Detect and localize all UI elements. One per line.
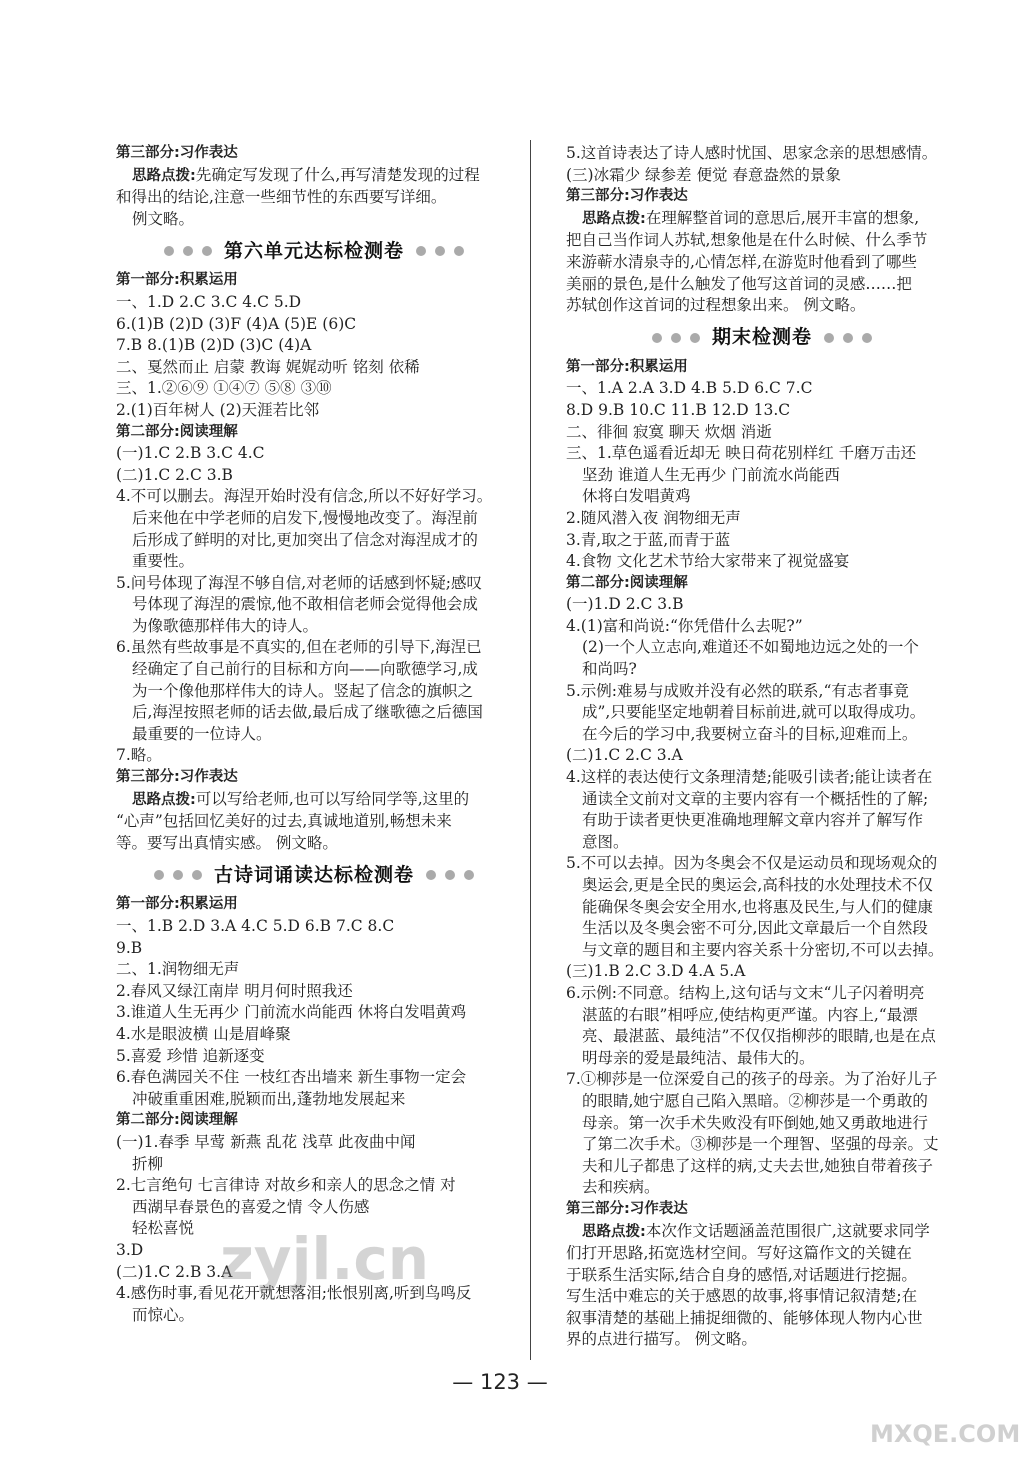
- answer-line: 经确定了自己前行的目标和方向——向歌德学习,成: [132, 660, 478, 679]
- answer-line: 来游蕲水清泉寺的,心情怎样,在游览时他看到了哪些: [566, 252, 917, 271]
- answer-line: 意图。: [582, 832, 629, 851]
- answer-line: 为一个像他那样伟大的诗人。竖起了信念的旗帜之: [132, 681, 474, 700]
- answer-line: 5.示例:难易与成败并没有必然的联系,“有志者事竟: [566, 681, 909, 700]
- answer-line: 把自己当作词人苏轼,想象他是在什么时候、什么季节: [566, 231, 928, 250]
- section-title: 古诗词诵读达标检测卷: [213, 863, 414, 886]
- answer-line: 最重要的一位诗人。: [132, 724, 272, 743]
- answer-line: 了第二次手术。③柳莎是一个理智、坚强的母亲。丈: [582, 1135, 939, 1154]
- watermark-corner: MXQE.COM: [870, 1420, 1020, 1448]
- answer-line: 折柳: [132, 1154, 164, 1173]
- answer-line: 和尚吗?: [582, 660, 637, 679]
- answer-line: 奥运会,更是全民的奥运会,高科技的水处理技术不仅: [582, 876, 933, 894]
- answer-line: [566, 208, 958, 231]
- heading-dots: [824, 333, 872, 343]
- answer-line: [566, 1221, 958, 1244]
- heading-dots: [164, 246, 212, 256]
- answer-line: 三、1.草色遥看近却无 映日荷花别样红 千磨万击还: [566, 444, 917, 463]
- section-part-heading: 第三部分:习作表达: [116, 769, 238, 786]
- answer-line: [116, 789, 512, 812]
- section-part-heading: 第一部分:积累运用: [566, 358, 688, 375]
- answer-line: “心声”包括回忆美好的过去,真诚地道别,畅想未来: [116, 812, 452, 831]
- answer-line: 4.不可以删去。海涅开始时没有信念,所以不好好学习。: [116, 487, 493, 506]
- tip-label: 思路点拨:: [582, 1223, 646, 1240]
- answer-line: 明母亲的爱是最纯洁、最伟大的。: [582, 1048, 815, 1067]
- answer-line: 等。要写出真情实感。 例文略。: [116, 833, 338, 852]
- answer-line: 写生活中难忘的关于感恩的故事,将事情记叙清楚;在: [566, 1287, 918, 1306]
- answer-line: [116, 165, 512, 188]
- answer-line: 和得出的结论,注意一些细节性的东西要写详细。: [116, 188, 447, 207]
- answer-line: 母亲。第一次手术失败没有吓倒她,她又勇敢地进行: [582, 1113, 928, 1132]
- answer-line: 的眼睛,她宁愿自己陷入黑暗。②柳莎是一个勇敢的: [582, 1091, 928, 1110]
- answer-line: 轻松喜悦: [132, 1219, 195, 1238]
- section-heading: [566, 321, 958, 355]
- answer-line: 一、1.D 2.C 3.C 4.C 5.D: [116, 292, 302, 311]
- answer-line: (2)一个人立志向,难道还不如蜀地边远之处的一个: [582, 638, 919, 657]
- answer-line: 二、1.润物细无声: [116, 960, 240, 979]
- answer-line: 8.D 9.B 10.C 11.B 12.D 13.C: [566, 400, 791, 419]
- section-part-heading: 第二部分:阅读理解: [566, 574, 688, 591]
- answer-line: 在今后的学习中,我要树立奋斗的目标,迎难而上。: [582, 724, 918, 743]
- answer-line: 为像歌德那样伟大的诗人。: [132, 616, 319, 635]
- answer-line: 而惊心。: [132, 1305, 195, 1324]
- tip-text: 本次作文话题涵盖范围很广,这就要求同学: [645, 1221, 930, 1240]
- tip-text: 可以写给老师,也可以写给同学等,这里的: [195, 789, 470, 808]
- answer-line: 后形成了鲜明的对比,更加突出了信念对海涅成才的: [132, 530, 478, 549]
- answer-line: 叙事清楚的基础上捕捉细微的、能够体现人物内心世: [566, 1308, 923, 1327]
- answer-line: 三、1.②⑥⑨ ①④⑦ ⑤⑧ ③⑩: [116, 379, 332, 398]
- answer-line: 例文略。: [132, 209, 195, 228]
- tip-label: 思路点拨:: [132, 167, 196, 184]
- answer-line: 苏轼创作这首词的过程想象出来。 例文略。: [566, 296, 866, 315]
- answer-line: 后,海涅按照老师的话去做,最后成了继歌德之后德国: [132, 703, 483, 722]
- answer-line: 二、戛然而止 启蒙 教诲 娓娓动听 铭刻 依稀: [116, 357, 420, 376]
- section-part-heading: 第三部分:习作表达: [566, 1200, 688, 1217]
- answer-line: 4.这样的表达使行文条理清楚;能吸引读者;能让读者在: [566, 768, 933, 787]
- heading-dots: [652, 333, 700, 343]
- answer-line: 坚劲 谁道人生无再少 门前流水尚能西: [582, 465, 840, 484]
- section-part-heading: 第一部分:积累运用: [116, 896, 238, 913]
- tip-label: 思路点拨:: [582, 210, 646, 227]
- answer-line: (三)冰霜少 绿参差 便觉 春意盎然的景象: [566, 165, 841, 184]
- answer-line: 4.水是眼波横 山是眉峰聚: [116, 1024, 291, 1043]
- section-title: 第六单元达标检测卷: [223, 239, 404, 262]
- answer-line: (一)1.D 2.C 3.B: [566, 595, 684, 614]
- answer-line: 7.B 8.(1)B (2)D (3)C (4)A: [116, 336, 312, 355]
- answer-line: 5.喜爱 珍惜 追新逐变: [116, 1046, 265, 1065]
- answer-line: 一、1.A 2.A 3.D 4.B 5.D 6.C 7.C: [566, 379, 813, 398]
- section-part-heading: 第二部分:阅读理解: [116, 1112, 238, 1129]
- answer-line: 西湖早春景色的喜爱之情 令人伤感: [132, 1197, 370, 1216]
- tip-text: 在理解整首词的意思后,展开丰富的想象,: [645, 208, 920, 227]
- answer-line: 二、徘徊 寂寞 聊天 炊烟 消逝: [566, 422, 772, 441]
- heading-dots: [154, 870, 202, 880]
- answer-line: 2.七言绝句 七言律诗 对故乡和亲人的思念之情 对: [116, 1176, 456, 1195]
- heading-dots: [416, 246, 464, 256]
- answer-line: 能确保冬奥会安全用水,也将惠及民生,与人们的健康: [582, 897, 933, 916]
- section-title: 期末检测卷: [711, 325, 812, 348]
- answer-line: 后来他在中学老师的启发下,慢慢地改变了。海涅前: [132, 508, 478, 527]
- answer-line: 夫和儿子都患了这样的病,丈夫去世,她独自带着孩子: [582, 1156, 933, 1175]
- answer-line: 6.春色满园关不住 一枝红杏出墙来 新生事物一定会: [116, 1068, 467, 1087]
- answer-line: (二)1.C 2.C 3.A: [566, 746, 683, 765]
- answer-line: 2.随风潜入夜 润物细无声: [566, 508, 741, 527]
- answer-line: 7.略。: [116, 746, 162, 765]
- answer-line: 一、1.B 2.D 3.A 4.C 5.D 6.B 7.C 8.C: [116, 917, 395, 935]
- answer-line: 6.(1)B (2)D (3)F (4)A (5)E (6)C: [116, 314, 357, 333]
- answer-line: 界的点进行描写。 例文略。: [566, 1330, 757, 1349]
- answer-line: 3.青,取之于蓝,而青于蓝: [566, 530, 731, 549]
- answer-line: 3.D: [116, 1240, 144, 1259]
- answer-line: 9.B: [116, 938, 143, 957]
- answer-line: 5.不可以去掉。因为冬奥会不仅是运动员和现场观众的: [566, 854, 938, 873]
- answer-line: 休将白发唱黄鸡: [582, 487, 691, 506]
- column-divider: [530, 140, 531, 1360]
- answer-line: 生活以及冬奥会密不可分,因此文章最后一个自然段: [582, 919, 928, 938]
- answer-line: 通读全文前对文章的主要内容有一个概括性的了解;: [582, 789, 929, 808]
- answer-line: 6.虽然有些故事是不真实的,但在老师的引导下,海涅已: [116, 638, 482, 657]
- answer-line: 3.谁道人生无再少 门前流水尚能西 休将白发唱黄鸡: [116, 1003, 467, 1022]
- answer-line: 5.问号体现了海涅不够自信,对老师的话感到怀疑;感叹: [116, 573, 482, 592]
- answer-line: 6.示例:不同意。结构上,这句话与文末“儿子闪着明亮: [566, 983, 925, 1002]
- tip-label: 思路点拨:: [132, 791, 196, 808]
- answer-line: (二)1.C 2.B 3.A: [116, 1262, 233, 1281]
- answer-line: 5.这首诗表达了诗人感时忧国、思家念亲的思想感情。: [566, 144, 938, 162]
- answer-line: 们打开思路,拓宽选材空间。写好这篇作文的关键在: [566, 1244, 912, 1263]
- answer-line: 4.感伤时事,看见花开就想落泪;怅恨别离,听到鸟鸣反: [116, 1284, 472, 1303]
- section-heading: [116, 858, 512, 892]
- left-column: [116, 143, 512, 1326]
- section-heading: [116, 234, 512, 268]
- right-column: [566, 143, 958, 1351]
- tip-text: 先确定写发现了什么,再写清楚发现的过程: [195, 165, 480, 184]
- section-part-heading: 第二部分:阅读理解: [116, 423, 238, 440]
- answer-line: (一)1.C 2.B 3.C 4.C: [116, 444, 265, 463]
- answer-line: 成”,只要能坚定地朝着目标前进,就可以取得成功。: [582, 703, 926, 722]
- answer-line: 于联系生活实际,结合自身的感悟,对话题进行挖掘。: [566, 1265, 917, 1284]
- watermark-text: zyjl.cn: [220, 1225, 430, 1293]
- answer-line: 亮、最湛蓝、最纯洁”不仅仅指柳莎的眼睛,也是在点: [582, 1027, 936, 1046]
- answer-line: 2.春风又绿江南岸 明月何时照我还: [116, 981, 353, 1000]
- answer-line: 湛蓝的右眼”相呼应,使结构更严谨。内容上,“最漂: [582, 1005, 918, 1024]
- page-number: — 123 —: [452, 1370, 548, 1394]
- answer-line: (三)1.B 2.C 3.D 4.A 5.A: [566, 962, 746, 981]
- answer-line: (二)1.C 2.C 3.B: [116, 465, 233, 484]
- heading-dots: [426, 870, 474, 880]
- answer-line: 号体现了海涅的震惊,他不敢相信老师会觉得他会成: [132, 595, 478, 614]
- section-part-heading: 第三部分:习作表达: [566, 188, 688, 205]
- section-part-heading: 第一部分:积累运用: [116, 272, 238, 289]
- answer-line: 有助于读者更快更准确地理解文章内容并了解写作: [582, 811, 924, 830]
- answer-line: 与文章的题目和主要内容关系十分密切,不可以去掉。: [582, 940, 944, 959]
- answer-line: 美丽的景色,是什么触发了他写这首词的灵感……把: [566, 274, 912, 293]
- answer-line: 4.食物 文化艺术节给大家带来了视觉盛宴: [566, 552, 850, 571]
- answer-line: 2.(1)百年树人 (2)天涯若比邻: [116, 400, 320, 419]
- section-part-heading: 第三部分:习作表达: [116, 145, 238, 161]
- answer-line: 去和疾病。: [582, 1178, 660, 1197]
- answer-line: 冲破重重困难,脱颖而出,蓬勃地发展起来: [132, 1089, 406, 1108]
- answer-line: (一)1.春季 早莺 新燕 乱花 浅草 此夜曲中闻: [116, 1132, 416, 1151]
- answer-line: 重要性。: [132, 552, 195, 571]
- answer-line: 4.(1)富和尚说:“你凭借什么去呢?”: [566, 616, 803, 635]
- answer-line: 7.①柳莎是一位深爱自己的孩子的母亲。为了治好儿子: [566, 1070, 938, 1089]
